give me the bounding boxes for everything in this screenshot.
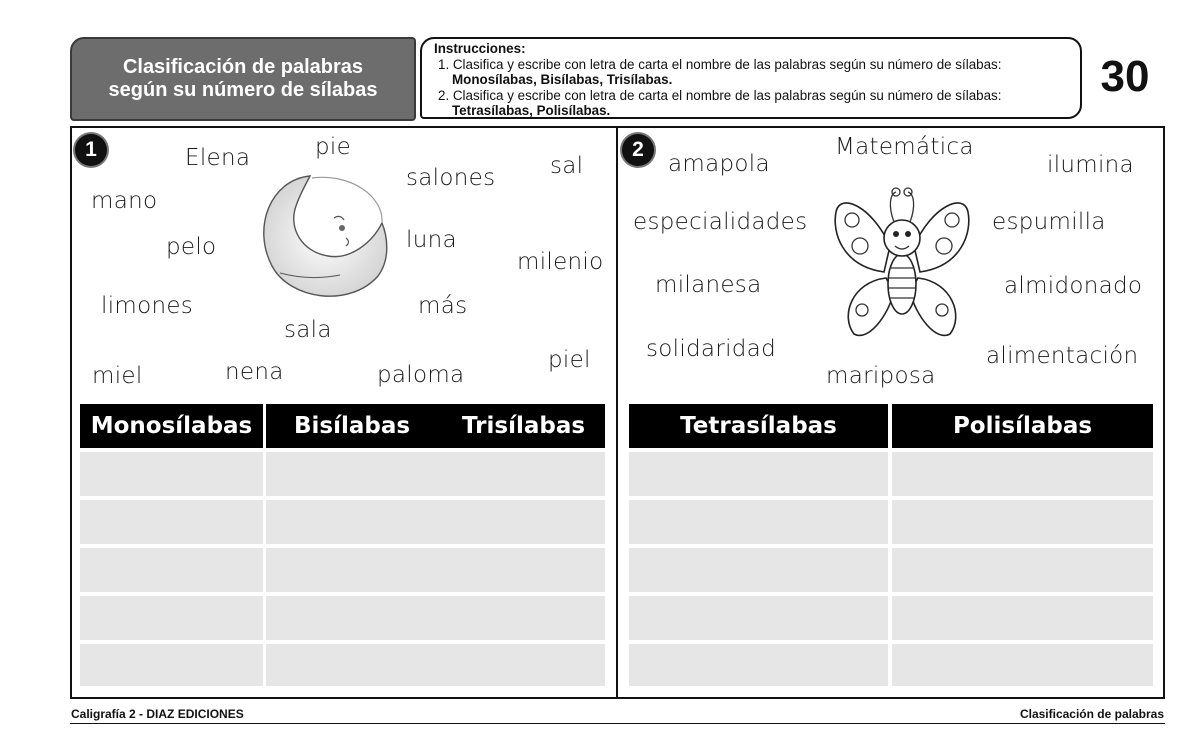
word-alimentacion: alimentación — [986, 343, 1139, 369]
section-divider — [616, 126, 618, 699]
word-mariposa: mariposa — [826, 363, 936, 389]
answer-cell-mono-4[interactable] — [80, 596, 263, 640]
word-matematica: Matemática — [835, 134, 974, 160]
page-number: 30 — [1100, 52, 1150, 101]
word-nena: nena — [225, 359, 284, 385]
answer-cell-poli-5[interactable] — [892, 644, 1153, 686]
answer-cell-bitri-1[interactable] — [266, 452, 605, 496]
answer-cell-poli-3[interactable] — [892, 548, 1153, 592]
word-pelo: pelo — [166, 234, 217, 260]
answer-cell-poli-1[interactable] — [892, 452, 1153, 496]
word-elena: Elena — [185, 145, 251, 171]
worksheet-title — [70, 37, 416, 121]
answer-cell-tetra-5[interactable] — [629, 644, 888, 686]
word-milenio: milenio — [517, 249, 604, 275]
title-line-1: Clasificación de palabras — [122, 56, 364, 78]
answer-cell-mono-1[interactable] — [80, 452, 263, 496]
word-mano: mano — [91, 188, 158, 214]
word-almidonado: almidonado — [1004, 273, 1143, 299]
footer-topic: Clasificación de palabras — [1019, 707, 1164, 721]
answer-cell-bitri-2[interactable] — [266, 500, 605, 544]
word-solidaridad: solidaridad — [646, 336, 776, 362]
word-miel: miel — [92, 363, 143, 389]
answer-cell-bitri-3[interactable] — [266, 548, 605, 592]
column-tetrasilabas: Tetrasílabas — [629, 404, 888, 448]
word-salones: salones — [406, 165, 496, 191]
answer-cell-mono-2[interactable] — [80, 500, 263, 544]
word-luna: luna — [406, 227, 457, 253]
instructions-box — [420, 37, 1082, 119]
butterfly-icon — [832, 186, 972, 342]
answer-cell-bitri-4[interactable] — [266, 596, 605, 640]
word-amapola: amapola — [668, 151, 770, 177]
word-sal: sal — [550, 153, 584, 179]
footer-rule — [70, 723, 1165, 724]
answer-cell-tetra-4[interactable] — [629, 596, 888, 640]
title-line-2: según su número de sílabas — [108, 79, 378, 101]
moon-icon — [250, 168, 390, 308]
column-polisilabas: Polisílabas — [892, 404, 1153, 448]
word-paloma: paloma — [377, 362, 465, 388]
answer-cell-bitri-5[interactable] — [266, 644, 605, 686]
word-sala: sala — [284, 317, 332, 343]
section-2-badge: 2 — [622, 134, 654, 166]
footer-publisher: Caligrafía 2 - DIAZ EDICIONES — [71, 707, 244, 721]
answer-cell-mono-3[interactable] — [80, 548, 263, 592]
column-trisilabas: Trisílabas — [462, 413, 586, 439]
word-ilumina: ilumina — [1047, 152, 1134, 178]
word-mas: más — [418, 293, 468, 319]
answer-cell-tetra-1[interactable] — [629, 452, 888, 496]
word-piel: piel — [548, 347, 591, 373]
word-especialidades: especialidades — [633, 209, 808, 235]
answer-cell-tetra-2[interactable] — [629, 500, 888, 544]
section-1-badge: 1 — [75, 134, 107, 166]
instruction-1: 1. Clasifica y escribe con letra de carta el nombre de las palabras según su número de sílabas: Monosílabas, Bisílabas, Trisílabas. — [438, 56, 1002, 88]
column-bisilabas: Bisílabas — [294, 413, 411, 439]
word-milanesa: milanesa — [655, 272, 762, 298]
word-pie: pie — [315, 134, 352, 160]
answer-cell-poli-4[interactable] — [892, 596, 1153, 640]
word-espumilla: espumilla — [992, 209, 1106, 235]
answer-cell-poli-2[interactable] — [892, 500, 1153, 544]
instructions-heading: Instrucciones: — [434, 41, 526, 56]
column-monosilabas: Monosílabas — [80, 404, 263, 448]
answer-cell-tetra-3[interactable] — [629, 548, 888, 592]
instruction-2: 2. Clasifica y escribe con letra de carta el nombre de las palabras según su número de sílabas: Tetrasílabas, Polisílabas. — [438, 87, 1002, 119]
answer-cell-mono-5[interactable] — [80, 644, 263, 686]
word-limones: limones — [101, 293, 194, 319]
header-right-block — [266, 404, 605, 448]
